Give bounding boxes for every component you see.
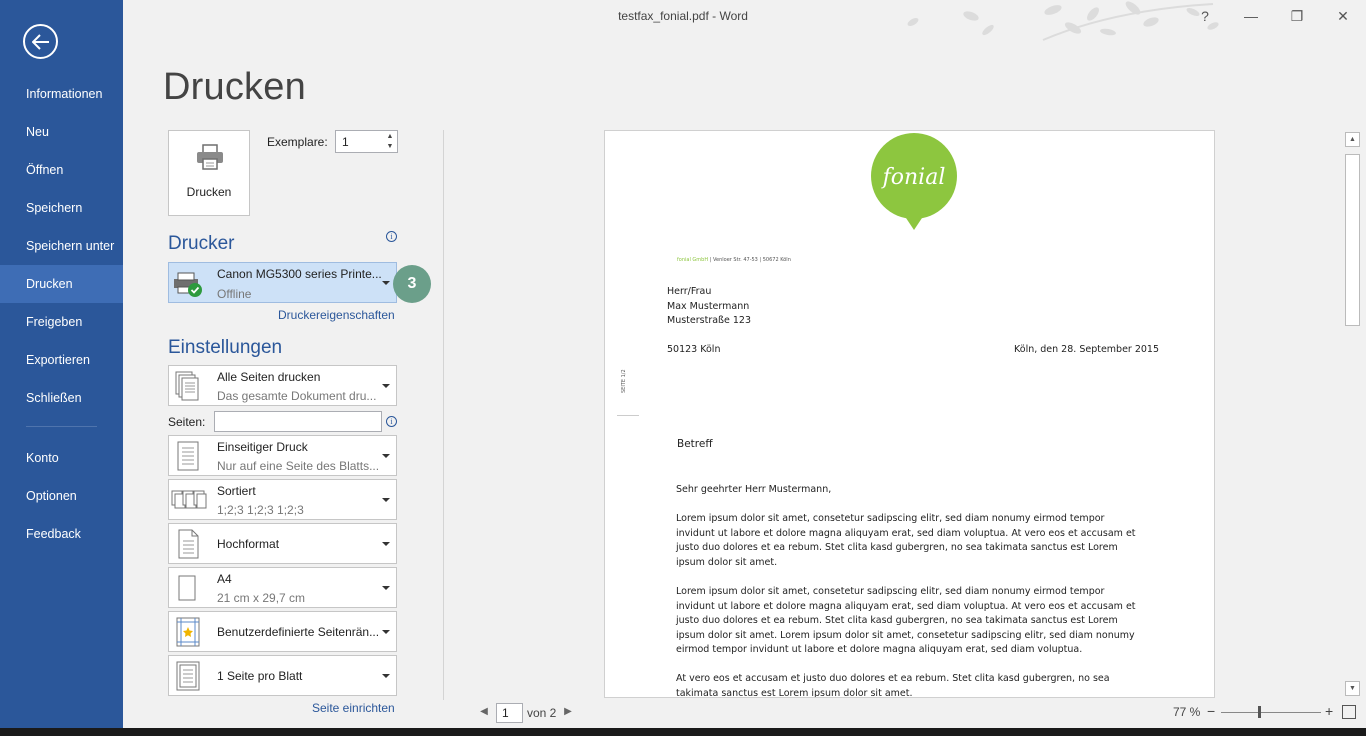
letter-subject: Betreff (677, 438, 713, 450)
printer-properties-link[interactable]: Druckereigenschaften (278, 308, 395, 322)
margins-title: Benutzerdefinierte Seitenrän... (217, 625, 380, 639)
zoom-out-button[interactable]: − (1207, 703, 1216, 719)
print-button-label: Drucken (186, 185, 232, 199)
portrait-icon (175, 529, 201, 559)
page-side-mark: SEITE 1/2 (621, 369, 627, 393)
custom-margins-icon (175, 617, 201, 647)
chevron-down-icon (382, 281, 390, 285)
print-range-dropdown[interactable] (168, 365, 397, 406)
printer-name: Canon MG5300 series Printe... (217, 267, 382, 281)
nav-feedback[interactable]: Feedback (26, 527, 81, 541)
printer-icon (195, 143, 225, 171)
page-count-label: von 2 (527, 706, 557, 720)
preview-scrollbar[interactable] (1345, 132, 1360, 696)
sender-address: | Venloer Str. 47-53 | 50672 Köln (708, 257, 791, 263)
nav-schliessen[interactable]: Schließen (26, 391, 82, 405)
nav-optionen[interactable]: Optionen (26, 489, 77, 503)
sides-dropdown[interactable] (168, 435, 397, 476)
spin-up-icon[interactable]: ▲ (386, 132, 394, 140)
pages-info-icon[interactable]: i (386, 416, 397, 427)
scroll-down-icon[interactable]: ▼ (1345, 681, 1360, 696)
pages-input[interactable] (214, 411, 382, 432)
nav-freigeben[interactable]: Freigeben (26, 315, 83, 329)
fonial-logo (870, 131, 958, 231)
letter-paragraph: At vero eos et accusam et justo duo dolores et ea rebum. Stet clita kasd gubergren, no sea takimata sanctus est Lorem ipsum dolor sit amet. (676, 673, 1110, 698)
printer-ready-icon (173, 269, 205, 299)
nav-konto[interactable]: Konto (26, 451, 59, 465)
chevron-down-icon (382, 630, 390, 634)
recipient-street: Musterstraße 123 (667, 315, 752, 326)
scroll-up-icon[interactable]: ▲ (1345, 132, 1360, 147)
backstage-sidebar (0, 0, 123, 728)
paper-size-dropdown[interactable] (168, 567, 397, 608)
nav-neu[interactable]: Neu (26, 125, 49, 139)
print-range-title: Alle Seiten drucken (217, 370, 321, 384)
spin-down-icon[interactable]: ▼ (386, 143, 394, 151)
logo-text: fonial (882, 165, 946, 190)
print-range-subtitle: Das gesamte Dokument dru... (217, 389, 377, 403)
orientation-dropdown[interactable] (168, 523, 397, 564)
chevron-down-icon (382, 384, 390, 388)
nav-speichern[interactable]: Speichern (26, 201, 83, 215)
page-title: Drucken (163, 66, 306, 108)
letter-paragraph: Lorem ipsum dolor sit amet, consetetur sadipscing elitr, sed diam nonumy eirmod tempor invidunt ut labore et dolore magna aliquyam erat, sed diam voluptua. At vero eos et accusam et justo duo dolores et ea rebum. Stet clita kasd gubergren, no sea takimata sanctus est Lorem ipsum dolor sit amet. Lorem ipsum dolor sit amet, consetetur sadipscing elitr, sed diam nonumy eirmod tempor invidunt ut labore et dolore magna aliquyam erat, sed diam voluptua. (676, 586, 1136, 655)
collation-dropdown[interactable] (168, 479, 397, 520)
leaves-decoration-icon (893, 0, 1233, 48)
minimize-button[interactable]: — (1244, 8, 1258, 24)
nav-oeffnen[interactable]: Öffnen (26, 163, 64, 177)
help-button[interactable]: ? (1201, 8, 1209, 24)
page-setup-link[interactable]: Seite einrichten (312, 701, 395, 715)
sides-subtitle: Nur auf eine Seite des Blatts... (217, 459, 380, 473)
copies-label: Exemplare: (267, 135, 328, 149)
chevron-down-icon (382, 498, 390, 502)
panel-divider (443, 130, 444, 700)
sender-company: fonial GmbH (677, 257, 709, 263)
zoom-level[interactable]: 77 % (1173, 705, 1201, 719)
print-button[interactable] (168, 130, 250, 216)
chevron-down-icon (382, 674, 390, 678)
copies-value: 1 (342, 135, 349, 149)
next-page-icon[interactable]: ▶ (564, 706, 572, 717)
arrow-left-icon (32, 34, 50, 50)
paper-size-icon (175, 573, 201, 603)
pages-label: Seiten: (168, 415, 206, 429)
letter-date: Köln, den 28. September 2015 (1014, 344, 1160, 355)
prev-page-icon[interactable]: ◀ (480, 706, 488, 717)
margins-dropdown[interactable] (168, 611, 397, 652)
printer-heading: Drucker (168, 233, 235, 254)
zoom-in-button[interactable]: + (1325, 703, 1334, 719)
nav-drucken[interactable]: Drucken (0, 265, 123, 303)
recipient-name-line-1: Herr/Frau (667, 286, 712, 297)
paper-size-subtitle: 21 cm x 29,7 cm (217, 591, 306, 605)
recipient-city: 50123 Köln (667, 344, 721, 355)
scroll-thumb[interactable] (1345, 154, 1360, 326)
printer-status: Offline (217, 287, 252, 301)
copies-spin-buttons[interactable] (383, 131, 397, 152)
close-button[interactable]: ✕ (1337, 7, 1349, 24)
taskbar (0, 728, 1366, 736)
pages-per-sheet-title: 1 Seite pro Blatt (217, 669, 303, 683)
chevron-down-icon (382, 542, 390, 546)
collation-title: Sortiert (217, 484, 256, 498)
collation-subtitle: 1;2;3 1;2;3 1;2;3 (217, 503, 304, 517)
page-number-input[interactable]: 1 (496, 703, 523, 723)
zoom-slider[interactable] (1221, 712, 1321, 713)
chevron-down-icon (382, 454, 390, 458)
print-preview-page (604, 130, 1215, 698)
nav-speichern-unter[interactable]: Speichern unter (26, 239, 115, 253)
sides-title: Einseitiger Druck (217, 440, 308, 454)
title-bar (123, 0, 1366, 32)
window-title: testfax_fonial.pdf - Word (618, 9, 748, 23)
back-button[interactable] (23, 24, 58, 59)
orientation-title: Hochformat (217, 537, 280, 551)
zoom-to-page-icon[interactable] (1342, 705, 1356, 719)
paper-size-title: A4 (217, 572, 232, 586)
chevron-down-icon (382, 586, 390, 590)
one-page-per-sheet-icon (175, 661, 201, 691)
pages-stack-icon (175, 371, 201, 401)
copies-stepper[interactable] (335, 130, 398, 153)
letter-salutation: Sehr geehrter Herr Mustermann, (676, 484, 832, 495)
nav-separator (26, 426, 97, 427)
single-sided-icon (175, 441, 201, 471)
printer-dropdown[interactable] (168, 262, 397, 303)
nav-informationen[interactable]: Informationen (26, 87, 103, 101)
sender-line (677, 257, 791, 263)
settings-heading: Einstellungen (168, 337, 283, 358)
recipient-name-line-2: Max Mustermann (667, 300, 750, 312)
restore-button[interactable]: ❐ (1290, 7, 1304, 24)
step-badge: 3 (393, 265, 431, 303)
side-mark-rule (617, 415, 639, 416)
zoom-slider-thumb[interactable] (1258, 706, 1261, 718)
nav-exportieren[interactable]: Exportieren (26, 353, 90, 367)
printer-info-icon[interactable]: i (386, 231, 397, 242)
pages-per-sheet-dropdown[interactable] (168, 655, 397, 696)
collated-icon (171, 485, 207, 515)
letter-paragraph: Lorem ipsum dolor sit amet, consetetur sadipscing elitr, sed diam nonumy eirmod tempor invidunt ut labore et dolore magna aliquyam erat, sed diam voluptua. At vero eos et accusam et justo duo dolores et ea rebum. Stet clita kasd gubergren, no sea takimata sanctus est Lorem ipsum dolor sit amet. (676, 513, 1136, 568)
